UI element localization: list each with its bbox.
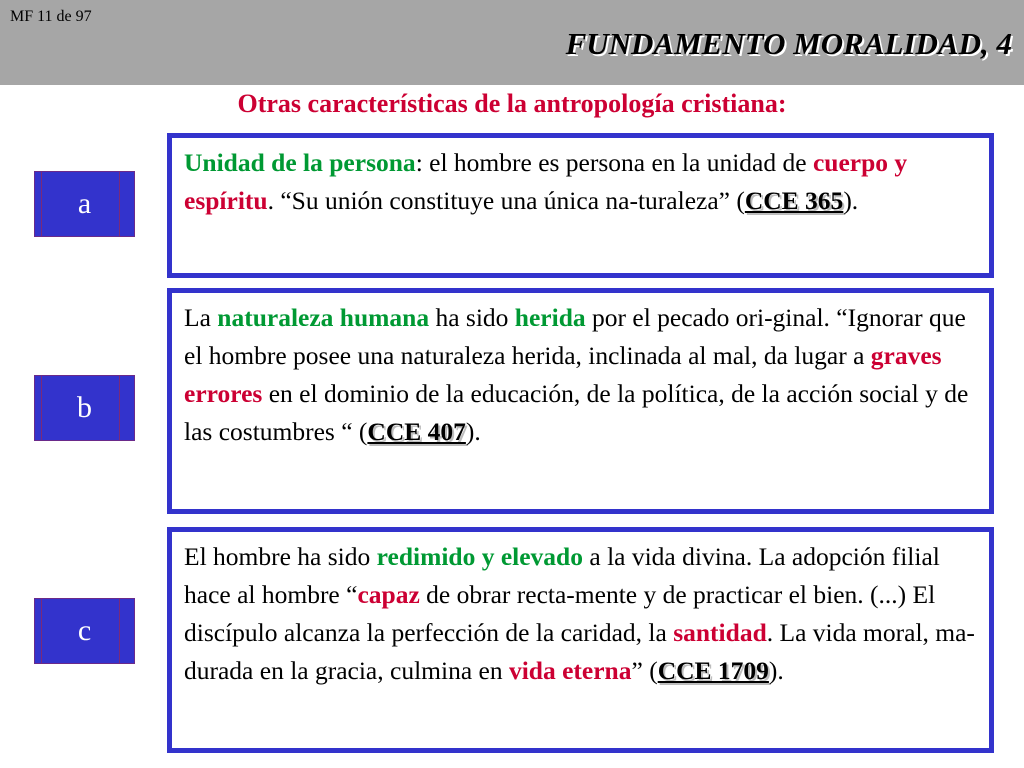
text-segment: de obrar recta-mente y de practicar el bien. (...) El discípulo alcanza la perfección de la caridad, la xyxy=(184,580,936,647)
keyword-graves-errores: graves errores xyxy=(184,341,942,408)
text-segment: La xyxy=(184,303,218,332)
keyword-herida: herida xyxy=(514,303,586,332)
keyword-redimido-y-elevado: redimido y elevado xyxy=(376,542,583,571)
item-box-a xyxy=(167,133,994,278)
text-segment: ” ( xyxy=(631,656,658,685)
slide-title: FUNDAMENTO MORALIDAD, 4 xyxy=(565,26,1012,61)
reference-cce-1709: CCE 1709 xyxy=(657,656,769,685)
text-segment: . La vida moral, ma-durada en la gracia, culmina en xyxy=(184,618,975,685)
item-box-b xyxy=(167,288,994,514)
text-segment: . “Su unión constituye una única na-turaleza” ( xyxy=(267,186,745,215)
label-a: a xyxy=(77,187,92,220)
text-segment: ha sido xyxy=(429,303,515,332)
item-box-c xyxy=(167,527,994,753)
text-segment: ). xyxy=(843,186,859,215)
reference-cce-365: CCE 365 xyxy=(744,186,844,215)
reference-cce-407: CCE 407 xyxy=(367,417,466,446)
header-bar xyxy=(0,0,1024,85)
keyword-unidad-de-la-persona: Unidad de la persona xyxy=(184,148,416,177)
label-box-a xyxy=(34,171,135,237)
keyword-cuerpo-y-espiritu: cuerpo y espíritu xyxy=(184,148,908,215)
slide-subtitle: Otras características de la antropología cristiana: xyxy=(237,89,787,118)
text-segment: por el pecado ori-ginal. “Ignorar que el hombre posee una naturaleza herida, inclinada al mal, da lugar a xyxy=(184,303,966,370)
keyword-naturaleza-humana: naturaleza humana xyxy=(217,303,430,332)
label-box-b xyxy=(34,375,135,441)
label-b: b xyxy=(77,391,92,424)
text-segment: : el hombre es persona en la unidad de xyxy=(415,148,813,177)
text-segment: ). xyxy=(465,417,481,446)
slide-counter: MF 11 de 97 xyxy=(10,8,92,25)
text-segment: El hombre ha sido xyxy=(184,542,377,571)
label-box-c xyxy=(34,598,135,664)
keyword-vida-eterna: vida eterna xyxy=(508,656,632,685)
text-segment: a la vida divina. La adopción filial hace al hombre “ xyxy=(184,542,940,609)
text-segment: en el dominio de la educación, de la política, de la acción social y de las costumbres “ ( xyxy=(184,379,969,446)
keyword-santidad: santidad xyxy=(673,618,767,647)
text-segment: ). xyxy=(768,656,784,685)
label-c: c xyxy=(77,614,92,647)
keyword-capaz: capaz xyxy=(357,580,420,609)
